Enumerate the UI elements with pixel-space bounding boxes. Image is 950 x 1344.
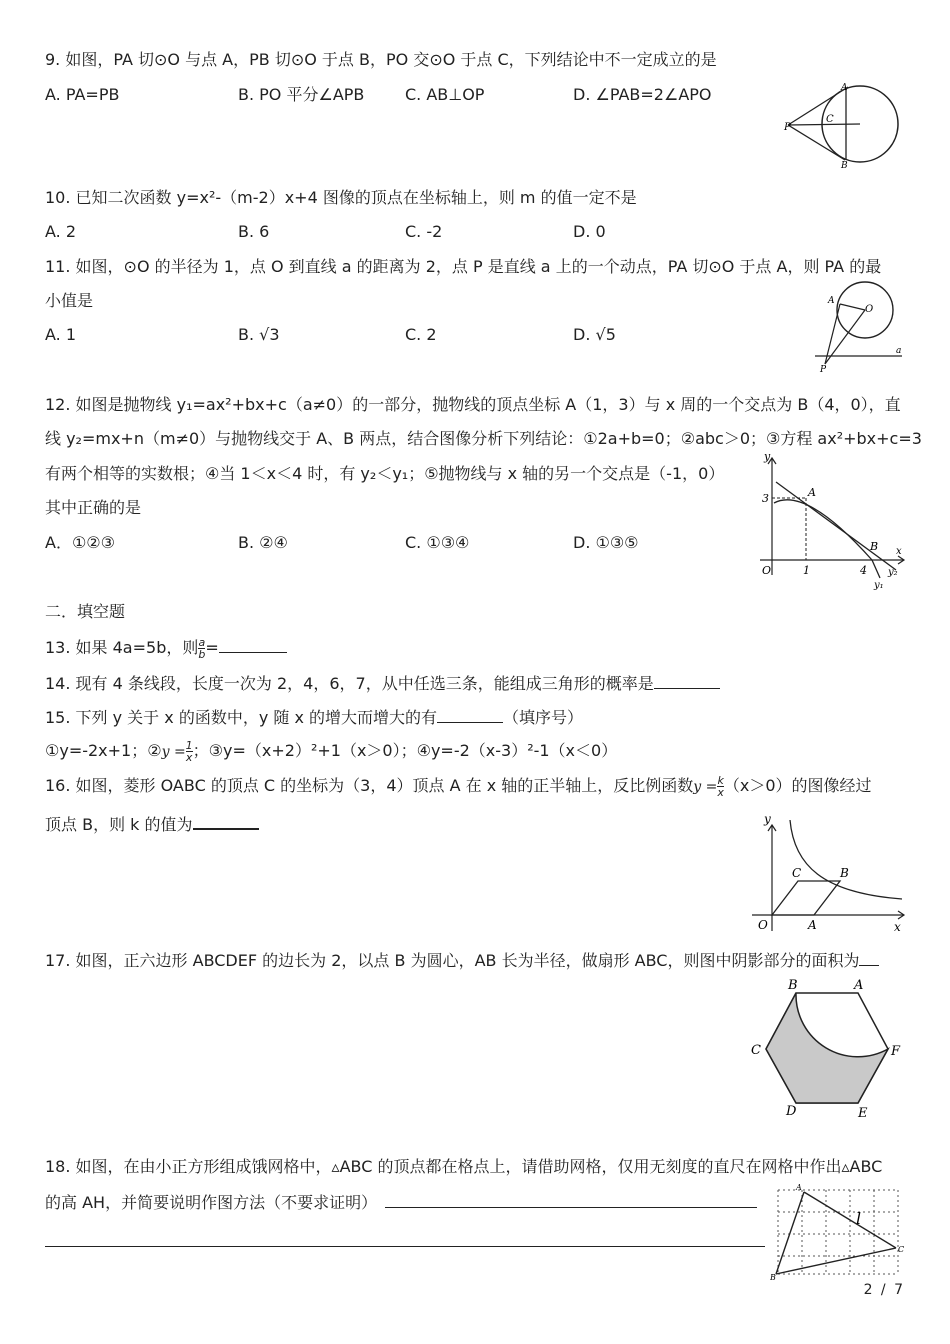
q15-item2-num: 1	[185, 739, 193, 752]
q10-option-b: B. 6	[238, 222, 270, 241]
q18-label-l: l	[856, 1209, 862, 1228]
q16-label-b: B	[840, 866, 849, 880]
q16-label-y: y	[764, 815, 771, 826]
q12-label-4: 4	[860, 564, 867, 577]
q16-line1	[45, 775, 872, 798]
q13-frac-den: b	[198, 648, 206, 661]
q16-func-lhs: y =	[693, 779, 718, 795]
q16-label-a: A	[808, 918, 817, 932]
q14-answer-blank[interactable]	[654, 672, 720, 689]
q15-line	[45, 706, 583, 729]
q11-label-o: O	[865, 304, 874, 315]
q16-rhombus-figure	[742, 815, 912, 937]
q12-label-b: B	[870, 540, 879, 553]
q9-label-a: A	[841, 83, 848, 93]
q11-option-d: D. √5	[573, 325, 616, 344]
q10-option-c: C. -2	[405, 222, 443, 241]
q11-option-b: B. √3	[238, 325, 280, 344]
q17-label-a: A	[854, 978, 864, 993]
q12-option-a: A．①②③	[45, 533, 115, 552]
q12-label-3: 3	[762, 492, 769, 505]
q15-tail: （填序号）	[503, 708, 584, 727]
q11-stem-line1: 11. 如图，⊙O 的半径为 1，点 O 到直线 a 的距离为 2，点 P 是直线 a 上的一个动点，PA 切⊙O 于点 A，则 PA 的最	[45, 257, 882, 276]
q18-line1: 18. 如图，在由小正方形组成饿网格中，▵ABC 的顶点都在格点上，请借助网格，仅用无刻度的直尺在网格中作出▵ABC	[45, 1157, 883, 1176]
q12-line1: 12. 如图是抛物线 y₁=ax²+bx+c（a≠0）的一部分，抛物线的顶点坐标 A（1，3）与 x 周的一个交点为 B（4，0），直	[45, 395, 901, 414]
q13-text-post: =	[205, 638, 219, 657]
q12-line3: 有两个相等的实数根；④当 1＜x＜4 时，有 y₂＜y₁；⑤抛物线与 x 轴的另一个交点是（-1，0）	[45, 464, 725, 483]
q15-items-a: ①y=-2x+1；②	[45, 741, 162, 760]
q16-answer-blank[interactable]	[193, 812, 259, 830]
q10-option-a: A. 2	[45, 222, 77, 241]
q12-option-d: D. ①③⑤	[573, 533, 639, 552]
q12-parabola-figure	[752, 450, 912, 592]
q17-text: 17. 如图，正六边形 ABCDEF 的边长为 2，以点 B 为圆心，AB 长为半径，做扇形 ABC，则图中阴影部分的面积为	[45, 951, 860, 970]
section-heading-fill-blank: 二．填空题	[45, 602, 126, 621]
q12-label-o: O	[762, 564, 772, 577]
q15-item2-fraction	[186, 740, 193, 763]
q11-option-c: C. 2	[405, 325, 437, 344]
q12-label-y: y	[764, 450, 771, 463]
q18-answer-blank-1[interactable]	[385, 1191, 757, 1208]
q15-text: 15. 下列 y 关于 x 的函数中，y 随 x 的增大而增大的有	[45, 708, 438, 727]
q11-label-a: A	[828, 296, 835, 306]
q15-item2-lhs: y =	[161, 744, 186, 760]
q9-option-d: D. ∠PAB=2∠APO	[573, 85, 712, 104]
q12-option-b: B. ②④	[238, 533, 288, 552]
q14-line	[45, 672, 720, 695]
q17-label-c: C	[751, 1043, 761, 1058]
q12-label-x: x	[896, 546, 902, 557]
q11-label-line-a: a	[896, 346, 902, 356]
q18-answer-blank-2[interactable]	[45, 1230, 765, 1247]
q16-label-o: O	[758, 918, 768, 932]
q9-option-a: A. PA=PB	[45, 85, 120, 104]
q12-label-1: 1	[803, 564, 810, 577]
q15-items	[45, 740, 617, 763]
q13-line	[45, 636, 287, 660]
q13-text-pre: 13. 如果 4a=5b，则	[45, 638, 199, 657]
q11-circle-figure	[810, 278, 910, 374]
q16-func-den: x	[717, 786, 724, 799]
q11-option-a: A. 1	[45, 325, 77, 344]
q12-option-c: C. ①③④	[405, 533, 470, 552]
q17-answer-blank[interactable]	[859, 949, 879, 966]
q16-line1-pre: 16. 如图，菱形 OABC 的顶点 C 的坐标为（3，4）顶点 A 在 x 轴的正半轴上，反比例函数	[45, 776, 694, 795]
q17-hexagon-figure	[748, 975, 908, 1123]
q9-option-c: C. AB⊥OP	[405, 85, 485, 104]
q18-grid-figure	[770, 1182, 910, 1282]
q13-answer-blank[interactable]	[219, 636, 287, 653]
q16-func-num: k	[717, 774, 724, 787]
q16-label-c: C	[792, 866, 802, 880]
q12-label-y2: y₂	[888, 567, 898, 578]
q9-option-b: B. PO 平分∠APB	[238, 85, 365, 104]
q14-text: 14. 现有 4 条线段，长度一次为 2，4，6，7，从中任选三条，能组成三角形的概率是	[45, 674, 654, 693]
q17-label-d: D	[786, 1104, 797, 1119]
q16-line2-text: 顶点 B，则 k 的值为	[45, 815, 193, 834]
q17-label-f: F	[891, 1044, 901, 1059]
q11-label-p: P	[820, 365, 827, 374]
q15-answer-blank[interactable]	[437, 706, 503, 723]
q18-label-a: A	[796, 1183, 802, 1192]
q9-stem: 9. 如图，PA 切⊙O 与点 A，PB 切⊙O 于点 B，PO 交⊙O 于点 C，下列结论中不一定成立的是	[45, 50, 717, 69]
q17-line	[45, 949, 879, 972]
q16-line1-post: （x＞0）的图像经过	[723, 776, 872, 795]
q10-stem: 10. 已知二次函数 y=x²-（m-2）x+4 图像的顶点在坐标轴上，则 m 的值一定不是	[45, 188, 637, 207]
q18-line2	[45, 1191, 757, 1214]
q18-label-b: B	[770, 1273, 776, 1282]
q12-line2: 线 y₂=mx+n（m≠0）与抛物线交于 A、B 两点，结合图像分析下列结论：①2a+b=0；②abc＞0；③方程 ax²+bx+c=3	[45, 429, 922, 448]
q9-label-c: C	[826, 114, 834, 125]
q12-label-a: A	[808, 486, 816, 499]
q17-label-b: B	[788, 978, 798, 993]
q9-label-p: P	[784, 122, 791, 133]
q15-item2-den: x	[185, 751, 193, 764]
q16-line2	[45, 812, 259, 836]
q15-items-b: ；③y=（x+2）²+1（x＞0）；④y=-2（x-3）²-1（x＜0）	[192, 741, 618, 760]
q11-stem-line2: 小值是	[45, 291, 94, 310]
page-number: 2 / 7	[863, 1282, 905, 1298]
q12-label-y1: y₁	[874, 580, 884, 591]
q13-frac-num: a	[198, 636, 206, 649]
q10-option-d: D. 0	[573, 222, 606, 241]
q18-line2-text: 的高 AH，并简要说明作图方法（不要求证明）	[45, 1193, 378, 1212]
q9-tangent-figure	[778, 80, 908, 170]
q9-label-b: B	[841, 161, 848, 170]
q12-line4: 其中正确的是	[45, 498, 142, 517]
q16-label-x: x	[894, 920, 901, 934]
q18-label-c: C	[898, 1245, 905, 1254]
q17-label-e: E	[858, 1106, 868, 1121]
